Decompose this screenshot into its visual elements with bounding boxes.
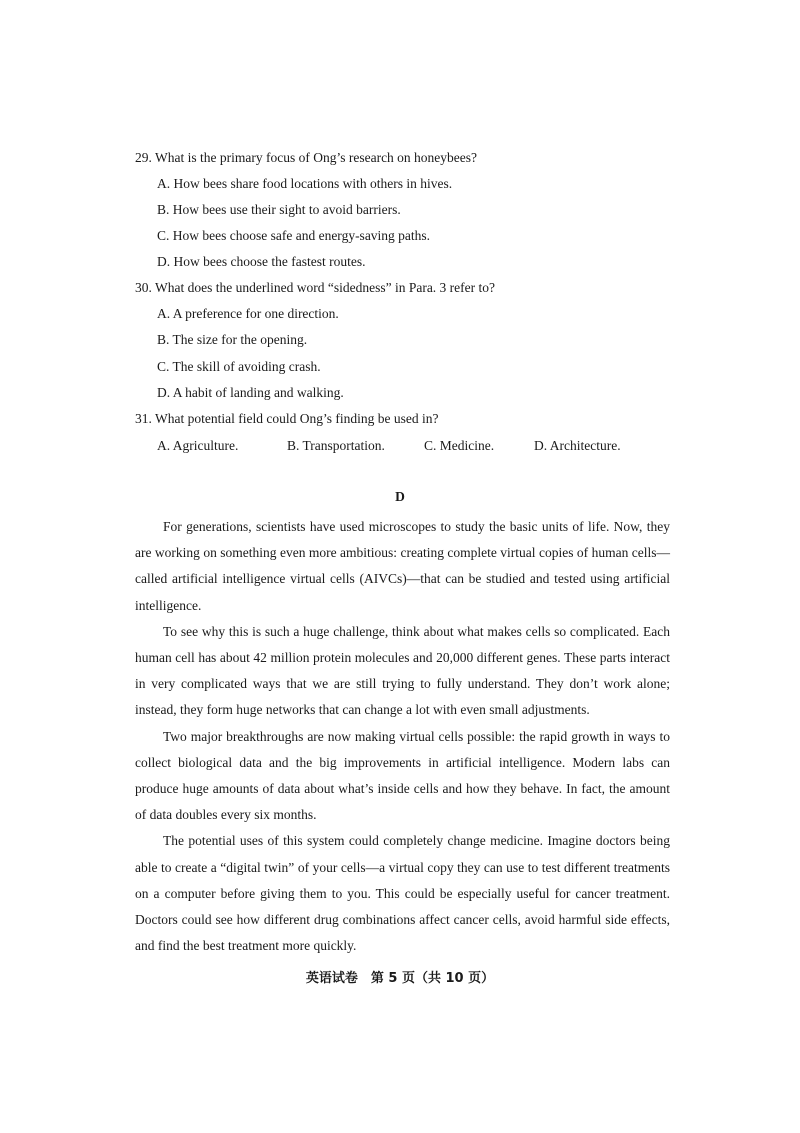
question-31-option-c: C. Medicine. <box>424 438 495 453</box>
passage-paragraph-3: Two major breakthroughs are now making virtual cells possible: the rapid growth in ways to collect biological data and the big improvements in artificial intelligence. Modern labs can produce huge amounts of data about what’s inside cells and how they behave. In fact, the amount of data doubles every six months. <box>135 728 670 823</box>
question-text: What potential field could Ong’s finding be used in? <box>155 411 439 426</box>
question-number: 30. <box>135 280 152 295</box>
passage-paragraph-2: To see why this is such a huge challenge, think about what makes cells so complicated. Each human cell has about 42 million protein molecules and 20,000 different genes. These parts interact in very complicated ways that we are still trying to fully understand. They don’t work alone; instead, they form huge networks that can change a lot with even small adjustments. <box>135 623 670 718</box>
question-30-option-a: A. A preference for one direction. <box>157 306 339 321</box>
passage-paragraph-4: The potential uses of this system could completely change medicine. Imagine doctors being able to create a “digital twin” of your cells—a virtual copy they can use to test different treatments on a computer before giving them to you. This could be especially useful for cancer treatment. Doctors could see how different drug combinations affect cancer cells, avoid harmful side effects, and find the best treatment more quickly. <box>135 833 670 954</box>
question-29-option-a: A. How bees share food locations with others in hives. <box>157 176 453 191</box>
question-31-option-b: B. Transportation. <box>287 438 385 453</box>
question-31-option-a: A. Agriculture. <box>157 438 239 453</box>
section-title: D <box>395 489 405 504</box>
question-31-stem <box>135 410 438 428</box>
question-30-stem <box>135 279 495 297</box>
question-text: What is the primary focus of Ong’s research on honeybees? <box>155 150 478 165</box>
question-29-option-b: B. How bees use their sight to avoid barriers. <box>157 202 401 217</box>
question-30-option-d: D. A habit of landing and walking. <box>157 385 344 400</box>
page-footer: 英语试卷 第 5 页（共 10 页） <box>305 971 495 986</box>
question-29-option-c: C. How bees choose safe and energy-saving paths. <box>157 228 431 243</box>
question-number: 29. <box>135 150 152 165</box>
question-number: 31. <box>135 411 152 426</box>
reading-passage <box>135 514 670 959</box>
question-29-stem <box>135 149 477 167</box>
question-30-option-b: B. The size for the opening. <box>157 332 308 347</box>
question-31-option-d: D. Architecture. <box>534 438 621 453</box>
question-29-option-d: D. How bees choose the fastest routes. <box>157 254 366 269</box>
passage-paragraph-1: For generations, scientists have used microscopes to study the basic units of life. Now, they are working on something even more ambitious: creating complete virtual copies of human cells—called artificial intelligence virtual cells (AIVCs)—that can be studied and tested using artificial intelligence. <box>135 519 670 613</box>
question-30-option-c: C. The skill of avoiding crash. <box>157 359 321 374</box>
question-text: What does the underlined word “sidedness” in Para. 3 refer to? <box>155 280 496 295</box>
